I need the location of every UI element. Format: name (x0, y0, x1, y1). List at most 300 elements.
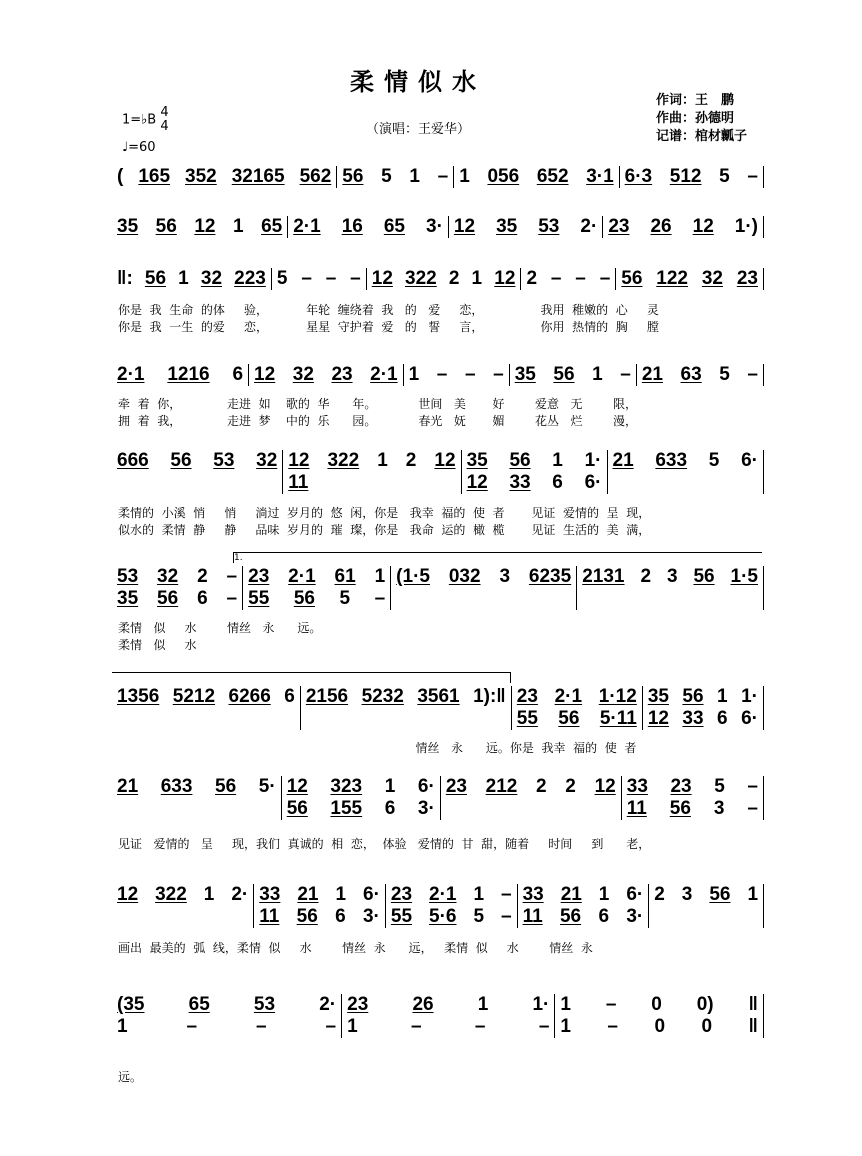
note-group: 3· (626, 906, 644, 927)
system-6 (112, 566, 764, 610)
measure (337, 166, 454, 188)
note-group: 3 (713, 798, 725, 819)
note-group: 32 (157, 566, 179, 587)
note-group: – (550, 268, 562, 289)
measure (462, 450, 608, 494)
note-group: – (747, 776, 758, 797)
note-group: 21 (297, 884, 319, 905)
volta-bracket (233, 552, 762, 563)
volta-label: 1. (234, 553, 243, 563)
notes-row-lower (117, 1016, 336, 1038)
measure (404, 364, 510, 386)
note-group: 352 (185, 166, 217, 187)
note-group: 12 (288, 450, 310, 471)
note-group: 12 (434, 450, 456, 471)
notes-row (117, 364, 243, 386)
note-group: 56 (693, 566, 715, 587)
note-group: 1 (560, 994, 571, 1015)
system-3 (112, 268, 764, 290)
notes-row (459, 166, 613, 188)
note-group: 35 (466, 450, 488, 471)
system-2 (112, 216, 764, 238)
notes-row-lower (287, 798, 435, 820)
measure (272, 268, 367, 290)
measure (283, 450, 461, 494)
note-group: 2 (526, 268, 538, 289)
note-group: 1 (409, 166, 420, 187)
note-group: 1 (117, 1016, 128, 1037)
notes-row (117, 216, 282, 238)
note-group: 5212 (172, 686, 216, 707)
note-group: ‖ (748, 994, 758, 1015)
notes-row-lower (248, 588, 385, 610)
note-group: 322 (155, 884, 187, 905)
note-group: 1· (741, 686, 758, 707)
measure (577, 566, 764, 610)
note-group: 5232 (361, 686, 404, 707)
note-group: 32165 (231, 166, 285, 187)
notes-row (342, 166, 448, 188)
note-group: 323 (330, 776, 363, 797)
note-group: – (607, 1016, 618, 1037)
note-group: – (350, 268, 361, 289)
measure (454, 166, 619, 188)
notes-row (117, 884, 248, 906)
measure (603, 216, 764, 238)
note-group: 2 (448, 268, 460, 289)
note-group: 33 (259, 884, 281, 905)
note-group: 1 (471, 268, 483, 289)
note-group: – (301, 268, 312, 289)
measure (282, 776, 441, 820)
notes-row-lower (648, 708, 758, 730)
notes-row (347, 994, 549, 1016)
measure (637, 364, 764, 386)
note-group: 6 (335, 906, 346, 927)
note-group: 2 (197, 566, 208, 587)
note-group: 65 (188, 994, 210, 1015)
note-group: 12 (453, 216, 476, 237)
note-group: 0) (696, 994, 714, 1015)
measure (112, 450, 283, 494)
note-group: 56 (509, 450, 531, 471)
measure (449, 216, 603, 238)
note-group: 33 (509, 472, 531, 493)
note-group: – (474, 1016, 486, 1037)
measure (386, 884, 518, 928)
note-group: 1·5 (730, 566, 758, 587)
system-1 (112, 166, 764, 188)
note-group: 53 (538, 216, 560, 237)
note-group: 11 (259, 906, 280, 927)
song-title: 柔情似水 (350, 68, 486, 96)
volta-bracket-end (112, 672, 511, 683)
note-group: 6 (384, 798, 396, 819)
note-group: 32 (701, 268, 723, 289)
measure (112, 216, 288, 238)
notes-row-lower (288, 472, 455, 494)
note-group: 6 (284, 686, 295, 707)
notes-row (372, 268, 516, 290)
note-group: 2·1 (429, 884, 457, 905)
note-group: 12 (647, 708, 669, 729)
note-group: 2·1 (370, 364, 398, 385)
note-group: 2·1 (554, 686, 583, 707)
note-group: – (226, 588, 238, 609)
note-group: 122 (656, 268, 688, 289)
note-group: – (747, 798, 758, 819)
measure (112, 884, 254, 928)
note-group: 1 (377, 450, 388, 471)
notes-row-lower (560, 1016, 758, 1038)
note-group: 6· (626, 884, 644, 905)
note-group: 3 (666, 566, 678, 587)
notes-row (287, 776, 435, 798)
notes-row-lower (347, 1016, 549, 1038)
note-group: 2131 (582, 566, 625, 587)
note-group: 56 (170, 450, 192, 471)
measure (643, 686, 764, 730)
notes-row (259, 884, 380, 906)
note-group: 165 (138, 166, 171, 187)
note-group: – (464, 364, 476, 385)
note-group: 032 (448, 566, 481, 587)
note-group: 1 (560, 1016, 571, 1037)
note-group: 512 (669, 166, 702, 187)
lyrics-line: 画出 最美的 弧 线，柔情 似 水 情丝 永 远， 柔情 似 水 情丝 永 (118, 941, 593, 955)
note-group: 1· (532, 994, 550, 1015)
note-group: 53 (213, 450, 235, 471)
measure (112, 268, 272, 290)
note-group: – (501, 906, 512, 927)
notes-row (409, 364, 504, 386)
note-group: 53 (253, 994, 276, 1015)
lyrics-line: 柔情的 小溪 悄 悄 淌过 岁月的 悠 闲，你是 我幸 福的 使 者 见证 爱情的 呈 现， (118, 506, 651, 520)
notes-row (288, 450, 455, 472)
notes-row-lower (467, 472, 602, 494)
measure (367, 268, 522, 290)
lyrics-line: 柔情 似 水 (118, 638, 197, 652)
note-group: (1·5 (396, 566, 430, 587)
note-group: – (325, 268, 337, 289)
note-group: 0 (654, 1016, 666, 1037)
note-group: 2· (319, 994, 337, 1015)
notes-row (117, 994, 336, 1016)
notes-row (582, 566, 758, 588)
measure (112, 994, 342, 1038)
note-group: 23 (248, 566, 270, 587)
note-group: 5 (276, 268, 288, 289)
note-group: 12 (494, 268, 516, 289)
note-group: 56 (296, 906, 318, 927)
note-group: 56 (669, 798, 691, 819)
note-group: – (226, 566, 238, 587)
note-group: 23 (347, 994, 369, 1015)
notes-row (391, 884, 512, 906)
notes-row (654, 884, 758, 906)
note-group: – (501, 884, 512, 905)
note-group: 55 (248, 588, 270, 609)
note-group: – (186, 1016, 198, 1037)
notes-row (454, 216, 597, 238)
lyrics-line: 远。 (118, 1070, 143, 1084)
tempo-marking: ♩=60 (122, 140, 156, 155)
note-group: 1 (459, 166, 470, 187)
note-group: – (599, 268, 611, 289)
notes-row (117, 268, 266, 290)
notes-row (254, 364, 398, 386)
notes-row (293, 216, 443, 238)
note-group: – (325, 1016, 337, 1037)
note-group: 6 (717, 708, 728, 729)
note-group: 2 (654, 884, 665, 905)
note-group: 1 (384, 776, 396, 797)
note-group: 65 (383, 216, 405, 237)
measure (512, 686, 643, 730)
measure (243, 566, 391, 610)
note-group: 23 (608, 216, 630, 237)
measure (254, 884, 386, 928)
note-group: – (620, 364, 631, 385)
note-group: 21 (117, 776, 139, 797)
note-group: 666 (117, 450, 149, 471)
note-group: 55 (390, 906, 413, 927)
note-group: 3· (417, 798, 435, 819)
system-5 (112, 450, 764, 494)
note-group: 56 (621, 268, 643, 289)
note-group: 61 (334, 566, 356, 587)
note-group: 32 (256, 450, 278, 471)
system-9 (112, 884, 764, 928)
note-group: 6· (741, 708, 758, 729)
note-group: 16 (341, 216, 363, 237)
key-label: 1=♭B (122, 112, 157, 128)
note-group: – (538, 1016, 550, 1037)
notes-row (526, 268, 610, 290)
note-group: 1 (178, 268, 189, 289)
note-group: 562 (299, 166, 332, 187)
measure (112, 566, 243, 610)
singer-credit: （演唱：王爱华） (365, 122, 470, 137)
notes-row (627, 776, 758, 798)
note-group: 6· (417, 776, 435, 797)
note-group: 5 (708, 450, 720, 471)
note-group: 652 (536, 166, 569, 187)
note-group: 35 (647, 686, 669, 707)
note-group: 21 (560, 884, 582, 905)
note-group: 26 (412, 994, 434, 1015)
measure (608, 450, 764, 494)
measure (112, 166, 337, 188)
note-group: 56 (293, 588, 315, 609)
measure (342, 994, 555, 1038)
notes-row (248, 566, 385, 588)
system-7 (112, 686, 764, 730)
note-group: – (493, 364, 504, 385)
note-group: 35 (496, 216, 518, 237)
time-signature (160, 106, 168, 134)
note-group: 21 (612, 450, 634, 471)
note-group: 2 (640, 566, 652, 587)
note-group: 65 (261, 216, 283, 237)
note-group: 1 (592, 364, 603, 385)
lyrics-line: 柔情 似 水 情丝 永 远。 (118, 621, 322, 635)
system-8 (112, 776, 764, 820)
note-group: 56 (559, 906, 582, 927)
measure (649, 884, 764, 928)
note-group: 12 (466, 472, 488, 493)
measure (622, 776, 764, 820)
note-group: 633 (160, 776, 193, 797)
note-group: (35 (117, 994, 145, 1015)
note-group: – (437, 166, 449, 187)
measure (518, 884, 650, 928)
note-group: 21 (641, 364, 663, 385)
note-group: 2 (565, 776, 576, 797)
note-group: 1 (473, 884, 485, 905)
note-group: 23 (670, 776, 692, 797)
note-group: – (575, 268, 586, 289)
notes-row-lower (259, 906, 380, 928)
note-group: 1 (717, 686, 728, 707)
lyrics-line: 情丝 永 远。你是 我幸 福的 使 者 (118, 741, 637, 755)
notes-row (560, 994, 758, 1016)
note-group: 1216 (167, 364, 210, 385)
note-group: 1·12 (598, 686, 637, 707)
note-group: 1 (477, 994, 489, 1015)
notes-row (467, 450, 602, 472)
note-group: 12 (117, 884, 139, 905)
measure (112, 776, 282, 820)
note-group: 53 (117, 566, 139, 587)
note-group: 633 (655, 450, 688, 471)
measure (620, 166, 764, 188)
note-group: 2156 (305, 686, 349, 707)
notes-row (642, 364, 758, 386)
key-signature (122, 106, 169, 134)
note-group: 56 (286, 798, 308, 819)
note-group: 6 (232, 364, 244, 385)
note-group: 3 (499, 566, 511, 587)
note-group: 11 (288, 472, 309, 493)
note-group: 1 (374, 566, 386, 587)
note-group: 1356 (117, 686, 160, 707)
notes-row (117, 566, 237, 588)
note-group: 1 (408, 364, 420, 385)
note-group: 322 (405, 268, 437, 289)
note-group: 223 (234, 268, 266, 289)
notes-row (117, 776, 276, 798)
note-group: ‖ (748, 1016, 758, 1037)
note-group: 6 (552, 472, 563, 493)
measure (555, 994, 764, 1038)
lyrics-line: 你是 我 生命 的体 验， 年轮 缠绕着 我 的 爱 恋， 我用 稚嫩的 心 灵 (118, 303, 659, 317)
note-group: 12 (254, 364, 276, 385)
note-group: 12 (692, 216, 714, 237)
note-group: 5 (719, 364, 730, 385)
note-group: 35 (117, 588, 139, 609)
measure (521, 268, 616, 290)
note-group: 2· (231, 884, 249, 905)
note-group: 12 (371, 268, 393, 289)
note-group: 5 (714, 776, 725, 797)
notes-row (523, 884, 644, 906)
time-top: 4 (160, 105, 169, 120)
notes-row-lower (117, 588, 237, 610)
note-group: – (605, 994, 617, 1015)
note-group: 1 (598, 884, 610, 905)
note-group: 1 (335, 884, 347, 905)
note-group: 32 (292, 364, 314, 385)
note-group: – (436, 364, 448, 385)
notes-row (446, 776, 616, 798)
note-group: 2 (536, 776, 547, 797)
notes-row (608, 216, 758, 238)
note-group: 1·) (734, 216, 759, 237)
note-group: 5 (473, 906, 485, 927)
system-4 (112, 364, 764, 386)
note-group: 56 (157, 588, 179, 609)
notes-row (396, 566, 571, 588)
note-group: 322 (327, 450, 360, 471)
notes-row (613, 450, 758, 472)
measure (301, 686, 512, 730)
note-group: 5·6 (429, 906, 457, 927)
note-group: – (411, 1016, 422, 1037)
note-group: 11 (626, 798, 647, 819)
notes-row-lower (627, 798, 758, 820)
note-group: 55 (516, 708, 538, 729)
note-group: 56 (144, 268, 167, 289)
note-group: 56 (553, 364, 575, 385)
note-group: – (747, 166, 758, 187)
note-group: 6· (584, 472, 602, 493)
measure (112, 364, 249, 386)
notes-row (306, 686, 506, 708)
notes-row (117, 166, 331, 188)
note-group: 3 (681, 884, 693, 905)
note-group: 23 (445, 776, 467, 797)
note-group: 35 (514, 364, 536, 385)
note-group: 1 (203, 884, 215, 905)
lyrics-line: 似水的 柔情 静 静 品味 岁月的 璀 璨，你是 我命 运的 橄 榄 见证 生活的 美 满， (118, 523, 651, 537)
lyrics-line: 你是 我 一生 的爱 恋， 星星 守护着 爱 的 誓 言， 你用 热情的 胸 膛 (118, 320, 659, 334)
note-group: – (256, 1016, 267, 1037)
note-group: 33 (626, 776, 648, 797)
note-group: 1):‖ (473, 686, 506, 707)
note-group: 0 (651, 994, 662, 1015)
note-group: 1 (232, 216, 244, 237)
note-group: 5· (258, 776, 276, 797)
notes-row (515, 364, 631, 386)
note-group: 11 (522, 906, 543, 927)
system-10 (112, 994, 764, 1038)
note-group: 5·11 (599, 708, 637, 729)
note-group: 12 (286, 776, 308, 797)
measure (616, 268, 764, 290)
note-group: 2·1 (293, 216, 321, 237)
note-group: 6235 (528, 566, 572, 587)
notes-row (277, 268, 361, 290)
note-group: ( (117, 166, 124, 187)
lyrics-line: 拥 着 我， 走进 梦 中的 乐 园。 春光 妩 媚 花丛 烂 漫， (118, 414, 638, 428)
note-group: 212 (485, 776, 518, 797)
note-group: 2·1 (117, 364, 145, 385)
note-group: 56 (558, 708, 580, 729)
lyrics-line: 见证 爱情的 呈 现，我们 真诚的 相 恋， 体验 爱情的 甘 甜，随着 时间 到 老， (118, 837, 651, 851)
note-group: 56 (155, 216, 177, 237)
note-group: 3· (362, 906, 380, 927)
